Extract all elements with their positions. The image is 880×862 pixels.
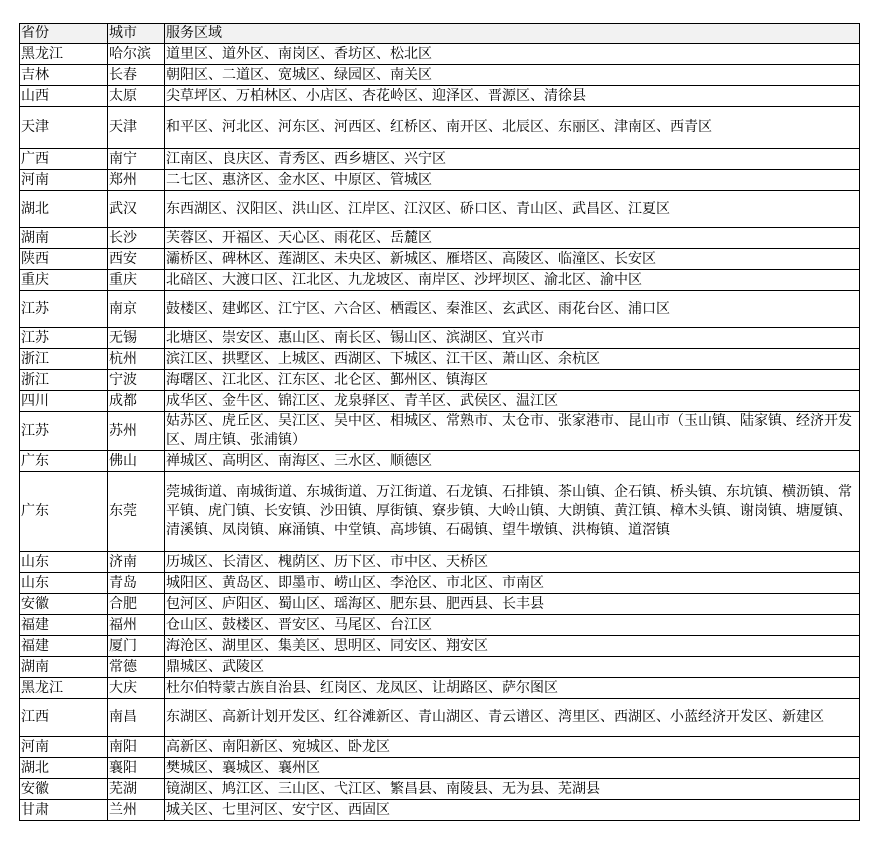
table-row (20, 699, 860, 737)
areas-cell: 和平区、河北区、河东区、河西区、红桥区、南开区、北辰区、东丽区、津南区、西青区 (165, 107, 860, 149)
province-cell: 江苏 (20, 328, 108, 349)
province-cell: 山东 (20, 573, 108, 594)
areas-cell: 朝阳区、二道区、宽城区、绿园区、南关区 (165, 65, 860, 86)
table-row (20, 44, 860, 65)
areas-cell: 二七区、惠济区、金水区、中原区、管城区 (165, 170, 860, 191)
header-province: 省份 (20, 24, 108, 44)
city-cell: 天津 (108, 107, 165, 149)
city-cell: 合肥 (108, 594, 165, 615)
province-cell: 江苏 (20, 412, 108, 451)
areas-cell: 城关区、七里河区、安宁区、西固区 (165, 800, 860, 821)
areas-cell: 鼎城区、武陵区 (165, 657, 860, 678)
table-row (20, 86, 860, 107)
areas-cell: 尖草坪区、万柏林区、小店区、杏花岭区、迎泽区、晋源区、清徐县 (165, 86, 860, 107)
city-cell: 重庆 (108, 270, 165, 291)
province-cell: 陕西 (20, 249, 108, 270)
areas-cell: 滨江区、拱墅区、上城区、西湖区、下城区、江干区、萧山区、余杭区 (165, 349, 860, 370)
table-row (20, 291, 860, 328)
city-cell: 成都 (108, 391, 165, 412)
areas-cell: 海曙区、江北区、江东区、北仑区、鄞州区、镇海区 (165, 370, 860, 391)
city-cell: 东莞 (108, 472, 165, 552)
province-cell: 浙江 (20, 370, 108, 391)
province-cell: 天津 (20, 107, 108, 149)
table-row (20, 107, 860, 149)
province-cell: 福建 (20, 615, 108, 636)
table-row (20, 191, 860, 228)
city-cell: 南京 (108, 291, 165, 328)
areas-cell: 包河区、庐阳区、蜀山区、瑶海区、肥东县、肥西县、长丰县 (165, 594, 860, 615)
city-cell: 武汉 (108, 191, 165, 228)
table-row (20, 657, 860, 678)
areas-cell: 芙蓉区、开福区、天心区、雨花区、岳麓区 (165, 228, 860, 249)
table-row (20, 370, 860, 391)
table-row (20, 758, 860, 779)
table-row (20, 149, 860, 170)
areas-cell: 东西湖区、汉阳区、洪山区、江岸区、江汉区、硚口区、青山区、武昌区、江夏区 (165, 191, 860, 228)
province-cell: 山东 (20, 552, 108, 573)
table-row (20, 328, 860, 349)
city-cell: 厦门 (108, 636, 165, 657)
city-cell: 太原 (108, 86, 165, 107)
city-cell: 福州 (108, 615, 165, 636)
table-row (20, 472, 860, 552)
areas-cell: 樊城区、襄城区、襄州区 (165, 758, 860, 779)
table-row (20, 65, 860, 86)
province-cell: 河南 (20, 737, 108, 758)
province-cell: 河南 (20, 170, 108, 191)
areas-cell: 镜湖区、鸠江区、三山区、弋江区、繁昌县、南陵县、无为县、芜湖县 (165, 779, 860, 800)
areas-cell: 高新区、南阳新区、宛城区、卧龙区 (165, 737, 860, 758)
city-cell: 南昌 (108, 699, 165, 737)
province-cell: 四川 (20, 391, 108, 412)
province-cell: 湖北 (20, 191, 108, 228)
city-cell: 长沙 (108, 228, 165, 249)
table-row (20, 779, 860, 800)
header-city: 城市 (108, 24, 165, 44)
areas-cell: 禅城区、高明区、南海区、三水区、顺德区 (165, 451, 860, 472)
table-row (20, 451, 860, 472)
city-cell: 杭州 (108, 349, 165, 370)
province-cell: 广东 (20, 451, 108, 472)
province-cell: 吉林 (20, 65, 108, 86)
province-cell: 湖南 (20, 228, 108, 249)
city-cell: 大庆 (108, 678, 165, 699)
city-cell: 济南 (108, 552, 165, 573)
city-cell: 长春 (108, 65, 165, 86)
table-row (20, 800, 860, 821)
areas-cell: 杜尔伯特蒙古族自治县、红岗区、龙凤区、让胡路区、萨尔图区 (165, 678, 860, 699)
areas-cell: 历城区、长清区、槐荫区、历下区、市中区、天桥区 (165, 552, 860, 573)
header-areas: 服务区域 (165, 24, 860, 44)
city-cell: 南阳 (108, 737, 165, 758)
table-row (20, 228, 860, 249)
table-row (20, 678, 860, 699)
table-row (20, 249, 860, 270)
areas-cell: 鼓楼区、建邺区、江宁区、六合区、栖霞区、秦淮区、玄武区、雨花台区、浦口区 (165, 291, 860, 328)
city-cell: 郑州 (108, 170, 165, 191)
city-cell: 南宁 (108, 149, 165, 170)
city-cell: 宁波 (108, 370, 165, 391)
city-cell: 无锡 (108, 328, 165, 349)
province-cell: 安徽 (20, 779, 108, 800)
province-cell: 黑龙江 (20, 44, 108, 65)
city-cell: 青岛 (108, 573, 165, 594)
city-cell: 常德 (108, 657, 165, 678)
table-row (20, 349, 860, 370)
header-row (20, 24, 860, 44)
province-cell: 广东 (20, 472, 108, 552)
table-row (20, 615, 860, 636)
areas-cell: 江南区、良庆区、青秀区、西乡塘区、兴宁区 (165, 149, 860, 170)
province-cell: 江苏 (20, 291, 108, 328)
province-cell: 湖南 (20, 657, 108, 678)
table-row (20, 391, 860, 412)
table-row (20, 737, 860, 758)
city-cell: 佛山 (108, 451, 165, 472)
areas-cell: 成华区、金牛区、锦江区、龙泉驿区、青羊区、武侯区、温江区 (165, 391, 860, 412)
areas-cell: 东湖区、高新计划开发区、红谷滩新区、青山湖区、青云谱区、湾里区、西湖区、小蓝经济开发区、新建区 (165, 699, 860, 737)
areas-cell: 莞城街道、南城街道、东城街道、万江街道、石龙镇、石排镇、茶山镇、企石镇、桥头镇、东坑镇、横沥镇、常平镇、虎门镇、长安镇、沙田镇、厚街镇、寮步镇、大岭山镇、大朗镇、黄江镇、樟木头镇、谢岗镇、塘厦镇、清溪镇、凤岗镇、麻涌镇、中堂镇、高埗镇、石碣镇、望牛墩镇、洪梅镇、道滘镇 (165, 472, 860, 552)
city-cell: 西安 (108, 249, 165, 270)
areas-cell: 道里区、道外区、南岗区、香坊区、松北区 (165, 44, 860, 65)
province-cell: 甘肃 (20, 800, 108, 821)
province-cell: 浙江 (20, 349, 108, 370)
areas-cell: 北碚区、大渡口区、江北区、九龙坡区、南岸区、沙坪坝区、渝北区、渝中区 (165, 270, 860, 291)
table-row (20, 573, 860, 594)
province-cell: 湖北 (20, 758, 108, 779)
areas-cell: 城阳区、黄岛区、即墨市、崂山区、李沧区、市北区、市南区 (165, 573, 860, 594)
areas-cell: 海沧区、湖里区、集美区、思明区、同安区、翔安区 (165, 636, 860, 657)
table-row (20, 594, 860, 615)
province-cell: 重庆 (20, 270, 108, 291)
table-row (20, 636, 860, 657)
province-cell: 福建 (20, 636, 108, 657)
city-cell: 哈尔滨 (108, 44, 165, 65)
province-cell: 山西 (20, 86, 108, 107)
province-cell: 广西 (20, 149, 108, 170)
service-area-table (19, 23, 860, 821)
table-row (20, 270, 860, 291)
areas-cell: 姑苏区、虎丘区、吴江区、吴中区、相城区、常熟市、太仓市、张家港市、昆山市（玉山镇、陆家镇、经济开发区、周庄镇、张浦镇） (165, 412, 860, 451)
table-row (20, 552, 860, 573)
city-cell: 苏州 (108, 412, 165, 451)
city-cell: 襄阳 (108, 758, 165, 779)
province-cell: 江西 (20, 699, 108, 737)
province-cell: 安徽 (20, 594, 108, 615)
province-cell: 黑龙江 (20, 678, 108, 699)
city-cell: 芜湖 (108, 779, 165, 800)
table-row (20, 170, 860, 191)
city-cell: 兰州 (108, 800, 165, 821)
areas-cell: 北塘区、崇安区、惠山区、南长区、锡山区、滨湖区、宜兴市 (165, 328, 860, 349)
table-row (20, 412, 860, 451)
areas-cell: 仓山区、鼓楼区、晋安区、马尾区、台江区 (165, 615, 860, 636)
areas-cell: 灞桥区、碑林区、莲湖区、未央区、新城区、雁塔区、高陵区、临潼区、长安区 (165, 249, 860, 270)
